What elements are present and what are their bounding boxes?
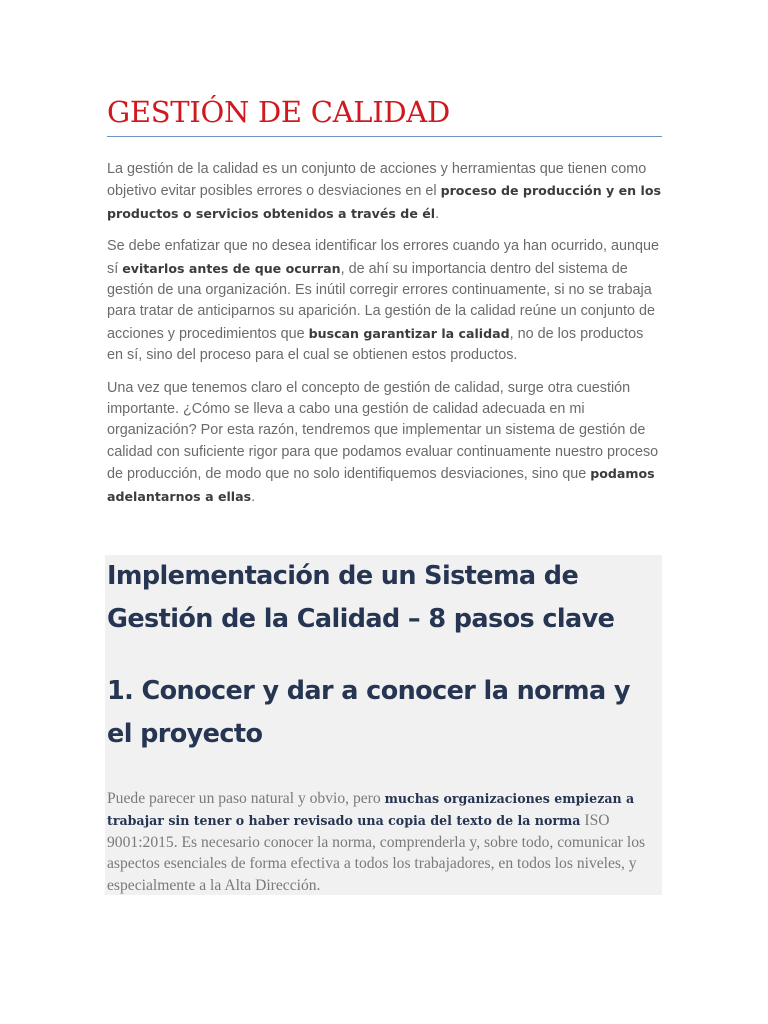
paragraph-1 xyxy=(107,159,662,225)
step-1-text-1: Puede parecer un paso natural y obvio, pero xyxy=(107,790,385,807)
paragraph-2-bold-2: buscan garantizar la calidad xyxy=(308,325,510,341)
paragraph-1-text-1: La gestión de la calidad es un conjunto de acciones y herramientas que tienen como objetivo evitar posibles errores o desviaciones en el xyxy=(107,161,647,200)
paragraph-1-text-2: . xyxy=(435,205,440,222)
paragraph-2-text-3: , no de los productos en sí, sino del proceso para el cual se obtienen estos productos. xyxy=(107,325,644,364)
paragraph-3-text-1: Una vez que tenemos claro el concepto de gestión de calidad, surge otra cuestión importante. ¿Cómo se lleva a cabo una gestión de calidad adecuada en mi organización? Por esta razón, tendremos que implementar un sistema de gestión de calidad con suficiente rigor para que podamos evaluar continuamente nuestro proceso de producción, de modo que no solo identifiquemos desviaciones, sino que xyxy=(107,379,659,483)
paragraph-3 xyxy=(107,378,662,508)
implementation-section xyxy=(105,555,662,895)
paragraph-2 xyxy=(107,236,662,366)
paragraph-2-bold-1: evitarlos antes de que ocurran xyxy=(122,260,341,276)
step-1-text-2: ISO 9001:2015. Es necesario conocer la norma, comprenderla y, sobre todo, comunicar los aspectos esenciales de forma efectiva a todos los trabajadores, en todos los niveles, y especialmente a la Alta Dirección. xyxy=(107,811,646,895)
paragraph-3-text-2: . xyxy=(251,488,256,505)
paragraph-3-bold-1: podamos adelantarnos a ellas xyxy=(107,466,655,504)
step-1-paragraph xyxy=(107,788,659,897)
paragraph-2-text-1: Se debe enfatizar que no desea identificar los errores cuando ya han ocurrido, aunque sí xyxy=(107,238,660,277)
title-divider xyxy=(107,136,662,137)
step-1-bold-1: muchas organizaciones empiezan a trabajar sin tener o haber revisado una copia del texto de la norma xyxy=(107,791,635,828)
paragraph-1-bold-1: proceso de producción y en los productos o servicios obtenidos a través de él xyxy=(107,183,661,221)
section-heading: Implementación de un Sistema de Gestión de la Calidad – 8 pasos clave xyxy=(107,561,615,634)
intro-section xyxy=(107,159,662,519)
page-title: GESTIÓN DE CALIDAD xyxy=(107,95,450,129)
paragraph-2-text-2: , de ahí su importancia dentro del sistema de gestión de una organización. Es inútil corregir errores continuamente, si no se trabaja para tratar de anticiparnos su aparición. La gestión de la calidad reúne un conjunto de acciones y procedimientos que xyxy=(107,260,656,342)
step-1-heading: 1. Conocer y dar a conocer la norma y el proyecto xyxy=(107,676,630,749)
